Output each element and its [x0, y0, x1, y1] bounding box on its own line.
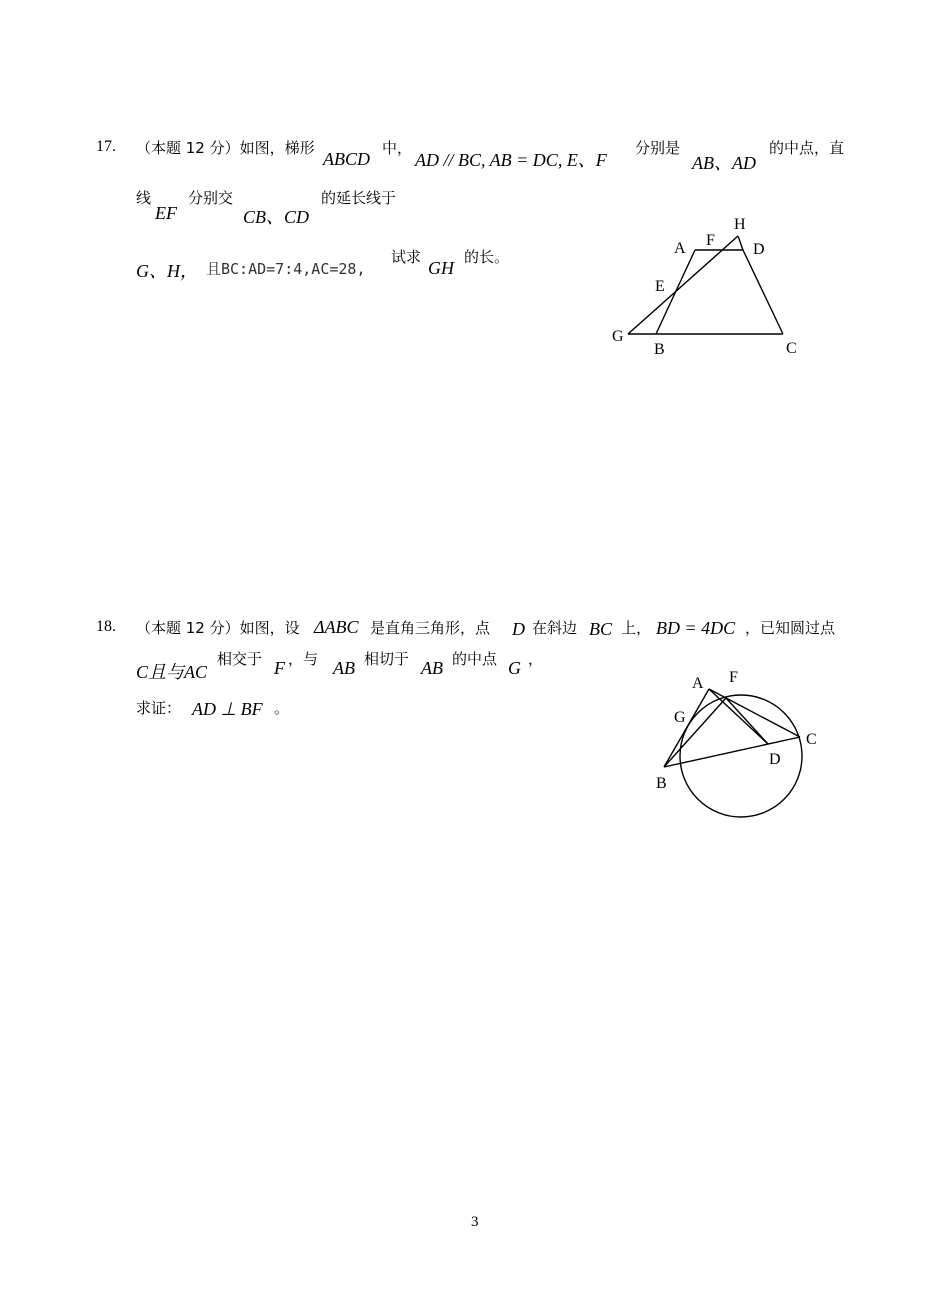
- label-c: C: [786, 340, 797, 357]
- page-number: 3: [471, 1214, 479, 1230]
- problem-18-number: 18.: [96, 618, 116, 635]
- text-period: 。: [274, 699, 290, 717]
- var-ab-ad: AB、AD: [692, 153, 756, 173]
- label-f: F: [706, 232, 715, 249]
- var-gh: GH: [428, 258, 454, 278]
- text-fenbieshi: 分别是: [635, 139, 681, 157]
- var-cb-cd: CB、CD: [243, 207, 310, 227]
- problem-17-number: 17.: [96, 138, 116, 155]
- text-deyanchangxianyu: 的延长线于: [321, 189, 397, 207]
- segment-ab: [664, 689, 709, 767]
- segment-fd: [726, 698, 768, 744]
- label-a: A: [674, 240, 686, 257]
- label-b: B: [656, 775, 667, 792]
- condition-text: 且BC:AD=7:4,AC=28,: [206, 260, 366, 278]
- segment-dc: [743, 250, 783, 334]
- label-f: F: [729, 669, 738, 686]
- text-yizhi: ，已知圆过点: [745, 619, 836, 637]
- var-gh-points: G、H，: [136, 261, 198, 281]
- text-fenbiejiao: 分别交: [188, 189, 234, 207]
- segment-dh: [738, 236, 743, 250]
- label-g: G: [612, 328, 624, 345]
- text-xian: 线: [136, 189, 152, 207]
- var-triangle: ΔABC: [314, 617, 359, 637]
- text-shizhijiao: 是直角三角形，点: [370, 619, 491, 637]
- text-shiqiu: 试求: [391, 248, 422, 266]
- text-yu: ，与: [288, 650, 319, 668]
- label-a: A: [692, 675, 704, 692]
- circle: [680, 695, 802, 817]
- var-abcd: ABCD: [323, 149, 370, 169]
- var-f: F: [274, 658, 285, 678]
- text-xiangqieyu: 相切于: [364, 650, 410, 668]
- var-bc: BC: [589, 619, 613, 639]
- label-h: H: [734, 216, 746, 233]
- text-comma: ，: [528, 650, 544, 668]
- label-e: E: [655, 278, 665, 295]
- var-c-qie: C且与AC: [136, 662, 208, 682]
- label-d: D: [769, 751, 781, 768]
- problem-18-header: （本题 12 分）如图，设: [136, 619, 300, 637]
- math-condition: AD // BC, AB = DC, E、F: [415, 150, 607, 170]
- var-g: G: [508, 658, 521, 678]
- segment-ad: [709, 689, 768, 744]
- text-dezhongdian-zhi: 的中点，直: [769, 139, 845, 157]
- text-dechang: 的长。: [464, 248, 510, 266]
- segment-ac: [709, 689, 800, 737]
- label-c: C: [806, 731, 817, 748]
- var-ef: EF: [155, 203, 177, 223]
- label-g: G: [674, 709, 686, 726]
- text-zhong: 中，: [382, 139, 413, 157]
- var-ab-1: AB: [333, 658, 355, 678]
- label-b: B: [654, 341, 665, 358]
- label-d: D: [753, 241, 765, 258]
- var-ab-2: AB: [421, 658, 443, 678]
- var-d: D: [512, 619, 525, 639]
- problem-17-header: （本题 12 分）如图，梯形: [136, 139, 315, 157]
- var-bd: BD = 4DC: [656, 618, 736, 638]
- text-qiuzheng: 求证：: [136, 699, 182, 717]
- text-zaixiebian: 在斜边: [532, 619, 578, 637]
- text-xiangjiaoyu: 相交于: [217, 650, 263, 668]
- text-shang: 上，: [621, 619, 652, 637]
- text-dezhongdian: 的中点: [452, 650, 498, 668]
- var-proof: AD ⊥ BF: [192, 699, 263, 719]
